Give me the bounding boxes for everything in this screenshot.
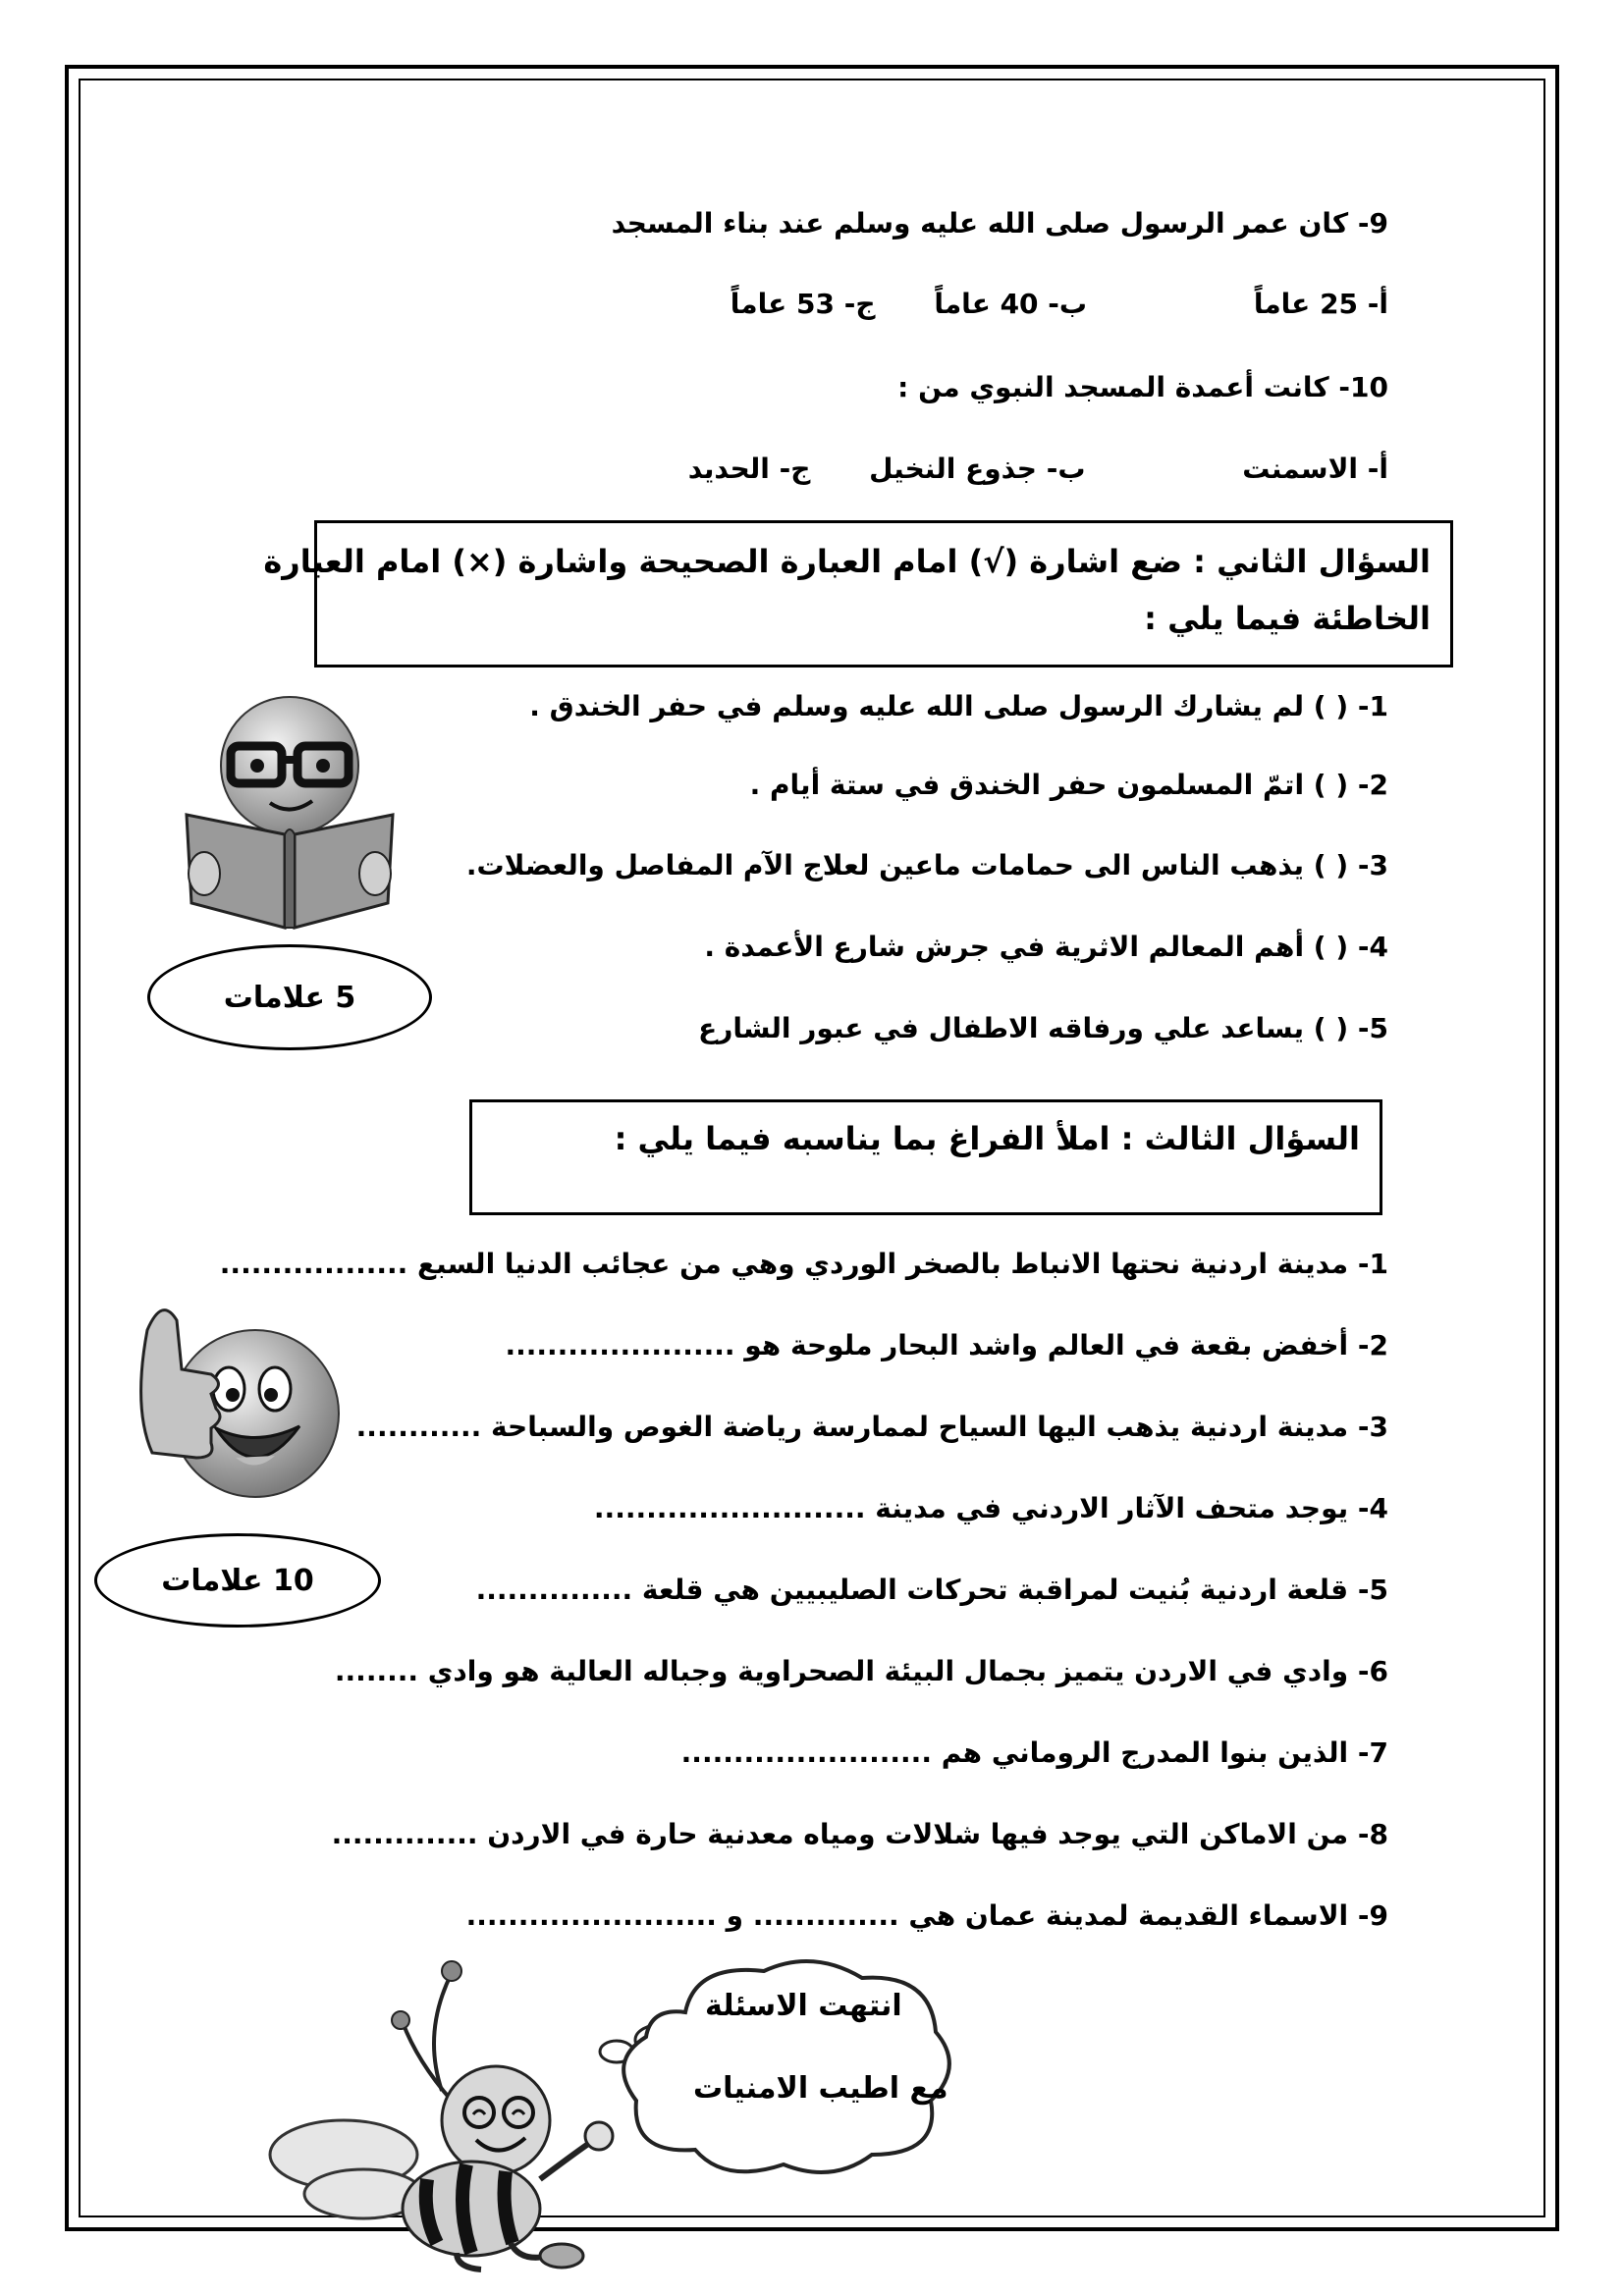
q3-item-7: 7- الذين بنوا المدرج الروماني هم ........................	[680, 1736, 1388, 1769]
q1-item-9-option-a: أ- 25 عاماً	[1253, 288, 1388, 320]
q2-item-5: 5- ( ) يساعد علي ورفاقه الاطفال في عبور الشارع	[698, 1012, 1388, 1044]
q2-marks-label: 5 علامات	[223, 980, 356, 1015]
q1-item-10-stem: 10- كانت أعمدة المسجد النبوي من :	[897, 371, 1388, 403]
q3-item-8: 8- من الاماكن التي يوجد فيها شلالات ومياه معدنية حارة في الاردن ..............	[331, 1818, 1388, 1850]
q2-title-box	[263, 520, 1453, 667]
thumbs-up-emoji-icon	[118, 1291, 353, 1507]
q2-item-2: 2- ( ) اتمّ المسلمون حفر الخندق في ستة أيام .	[749, 769, 1388, 801]
q3-marks-badge	[94, 1533, 381, 1628]
closing-line-2: مع اطيب الامنيات	[693, 2071, 948, 2106]
q3-item-1: 1- مدينة اردنية نحتها الانباط بالصخر الوردي وهي من عجائب الدنيا السبع ..................	[219, 1248, 1388, 1280]
q3-item-4: 4- يوجد متحف الآثار الاردني في مدينة ..........................	[593, 1492, 1388, 1524]
q3-title-box	[469, 1099, 1382, 1215]
q1-item-10-option-c: ج- الحديد	[687, 453, 811, 485]
q1-item-10-options	[688, 450, 1388, 489]
q3-item-5: 5- قلعة اردنية بُنيت لمراقبة تحركات الصليبيين هي قلعة ...............	[475, 1574, 1388, 1606]
q3-item-2: 2- أخفض بقعة في العالم واشد البحار ملوحة هو ......................	[505, 1329, 1388, 1362]
q1-item-9-option-b: ب- 40 عاماً	[934, 288, 1088, 320]
q3-item-6: 6- وادي في الاردن يتميز بجمال البيئة الصحراوية وجباله العالية هو وادي ........	[334, 1655, 1388, 1687]
q2-title-line-1: السؤال الثاني : ضع اشارة (√) امام العبارة الصحيحة واشارة (×) امام العبارة	[263, 543, 1431, 580]
reading-emoji-icon	[177, 687, 403, 933]
q2-item-1: 1- ( ) لم يشارك الرسول صلى الله عليه وسلم في حفر الخندق .	[529, 690, 1388, 722]
q1-item-10-option-b: ب- جذوع النخيل	[869, 453, 1086, 485]
q2-title-line-2: الخاطئة فيما يلي :	[1144, 600, 1431, 637]
q2-marks-badge	[147, 944, 432, 1050]
q1-item-9-option-c: ج- 53 عاماً	[730, 288, 876, 320]
q3-item-9: 9- الاسماء القديمة لمدينة عمان هي .............. و ........................	[465, 1899, 1388, 1932]
q2-item-3: 3- ( ) يذهب الناس الى حمامات ماعين لعلاج الآم المفاصل والعضلات.	[465, 849, 1388, 881]
q1-item-9-options	[731, 285, 1388, 324]
q1-item-9-stem: 9- كان عمر الرسول صلى الله عليه وسلم عند بناء المسجد	[611, 207, 1388, 240]
q3-title: السؤال الثالث : املأ الفراغ بما يناسبه فيما يلي :	[614, 1120, 1360, 1157]
closing-line-1: انتهت الاسئلة	[705, 1989, 902, 2023]
q1-item-10-option-a: أ- الاسمنت	[1242, 453, 1388, 485]
q3-marks-label: 10 علامات	[161, 1563, 314, 1598]
q3-item-3: 3- مدينة اردنية يذهب اليها السياح لممارسة رياضة الغوص والسباحة ............	[355, 1411, 1388, 1443]
q2-item-4: 4- ( ) أهم المعالم الاثرية في جرش شارع الأعمدة .	[704, 931, 1388, 963]
